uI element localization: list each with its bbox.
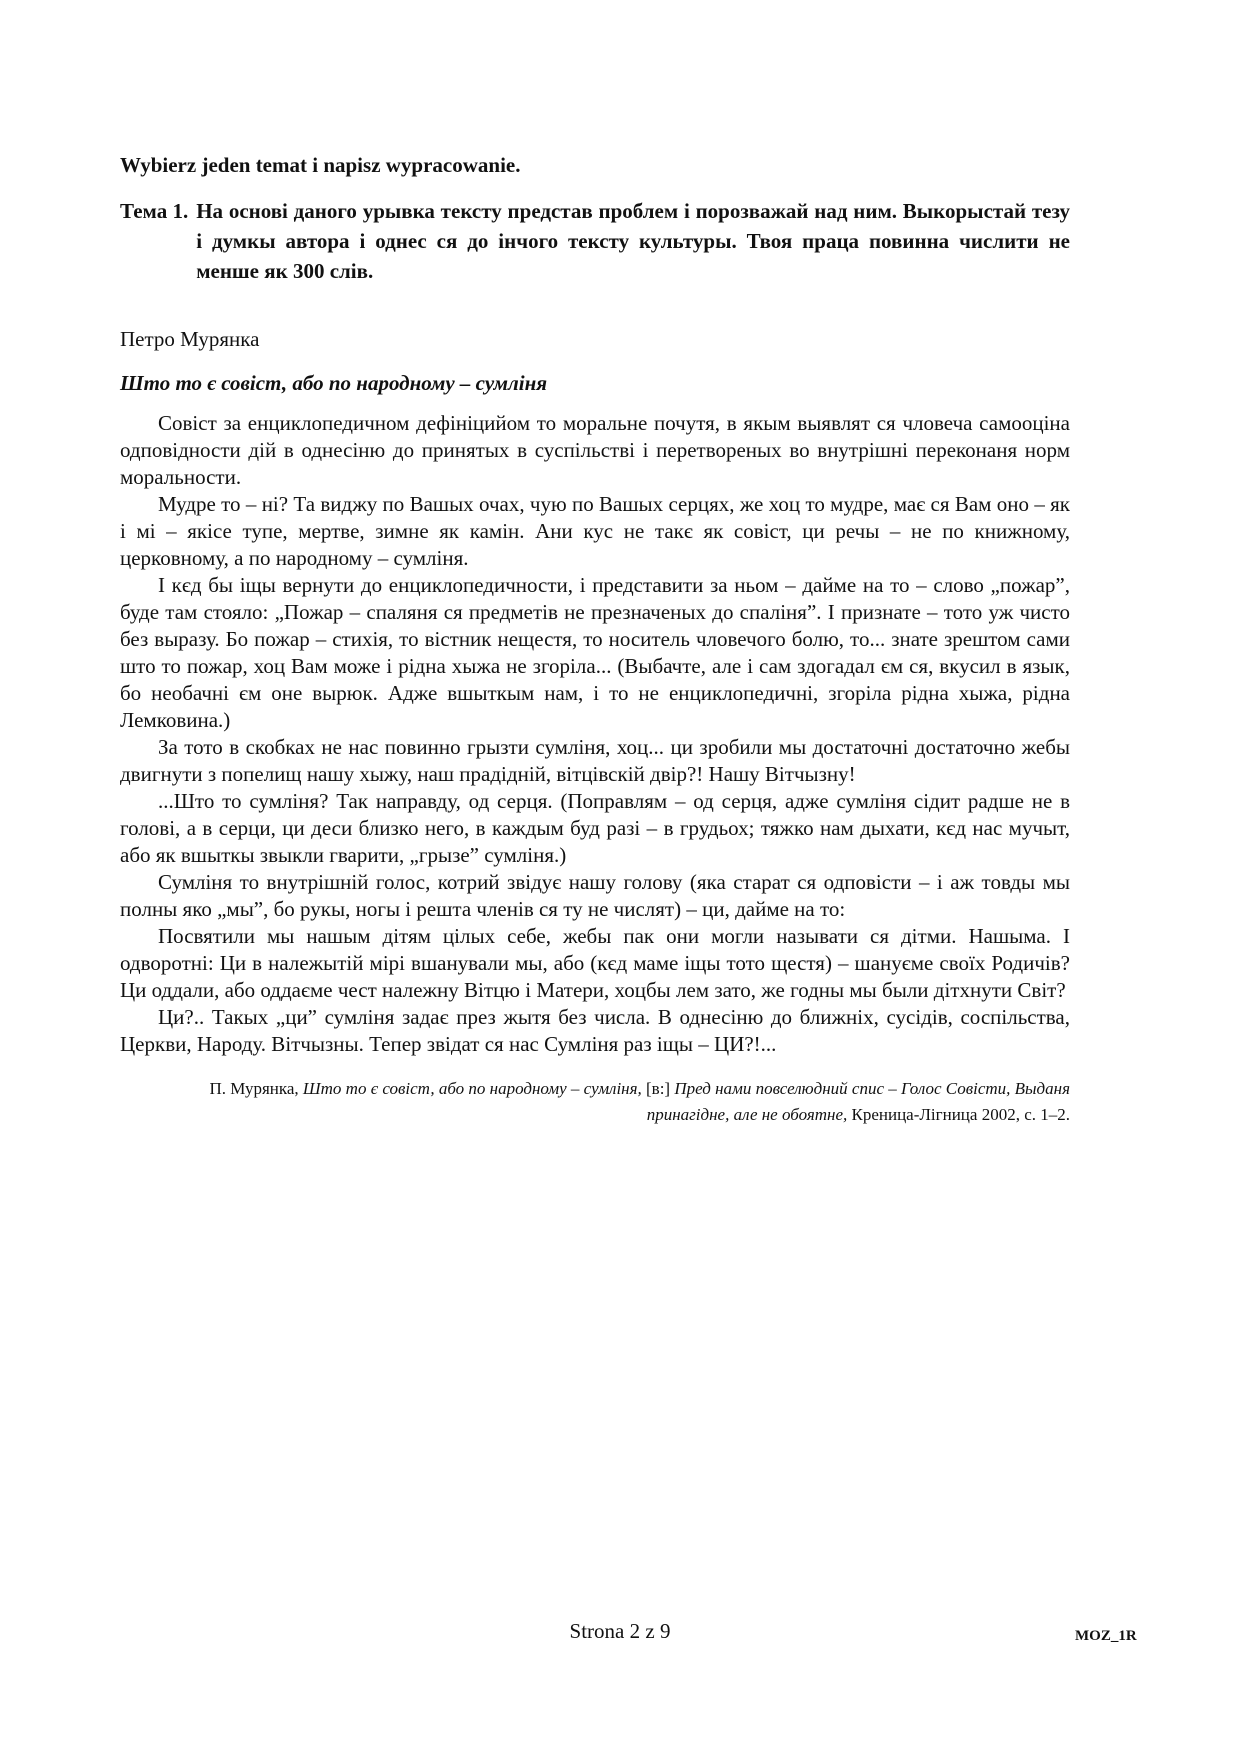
topic-text: На основі даного урывка тексту представ проблем і порозважай над ним. Выкорыстай тезу і думкы автора і однес ся до інчого тексту культуры. Твоя праца повинна числити не менше як 300 слів.	[196, 199, 1070, 283]
paragraph: І кєд бы іщы вернути до енциклопедичности, і представити за ньом – дайме на то – слово „пожар”, буде там стояло: „Пожар – спаляня ся предметів не презначеных до спаліня”. І признате – тото уж чисто без выразу. Бо пожар – стихія, то вістник нещестя, то носитель чловечого болю, то... знате зрештом сами што то пожар, хоц Вам може і рідна хыжа не згоріла... (Выбачте, але і сам здогадал єм ся, вкусил в язык, бо необачні єм оне вырюк. Адже вшыткым нам, і то не енциклопедичні, згоріла рідна хыжа, рідна Лемковина.)	[120, 573, 1070, 732]
source-place-date: Креница-Лігница 2002, с. 1–2.	[851, 1105, 1070, 1124]
exam-code: MOZ_1R	[1075, 1628, 1137, 1644]
topic-label: Тема 1.	[120, 199, 189, 223]
source-citation	[120, 1076, 1070, 1128]
source-work: Што то є совіст, або по народному – сумліня,	[302, 1079, 642, 1098]
instruction: Wybierz jeden temat i napisz wypracowanie.	[120, 153, 521, 177]
page-content	[120, 150, 1070, 1128]
paragraph: Совіст за енциклопедичном дефініцийом то моральне почутя, в якым выявлят ся чловеча самооціна одповідности дій в однесіню до принятых в суспільстві і перетвореных во внутрішні переконаня норм моральности.	[120, 411, 1070, 489]
source-collection: Пред нами повселюдний спис – Голос Совісти, Выданя принагідне, але не обоятне,	[646, 1079, 1070, 1124]
page-number: Strona 2 z 9	[569, 1619, 671, 1643]
source-in: [в:]	[646, 1079, 671, 1098]
paragraph: Сумліня то внутрішній голос, котрий звідує нашу голову (яка старат ся одповісти – і аж товды мы полны яко „мы”, бо рукы, ногы і решта членів ся ту не числят) – ци, дайме на то:	[120, 870, 1070, 921]
source-author: П. Мурянка,	[209, 1079, 299, 1098]
text-author: Петро Мурянка	[120, 327, 260, 351]
paragraph: Ци?.. Такых „ци” сумліня задає през жытя без числа. В однесіню до ближніх, сусідів, соспільства, Церкви, Народу. Вітчызны. Тепер звідат ся нас Сумліня раз іщы – ЦИ?!...	[120, 1005, 1070, 1056]
paragraph: За тото в скобках не нас повинно грызти сумліня, хоц... ци зробили мы достаточні достаточно жебы двигнути з попелищ нашу хыжу, наш прадідній, вітцівскій двір?! Нашу Вітчызну!	[120, 735, 1070, 786]
topic	[120, 196, 1070, 286]
paragraph: Посвятили мы нашым дітям цілых себе, жебы пак они могли называти ся дітми. Нашыма. І одворотні: Ци в належытій мірі вшанували мы, або (кєд маме іщы тото щестя) – шануєме своїх Родичів? Ци оддали, або оддаєме чест належну Вітцю і Матери, хоцбы лем зато, же годны мы были дітхнути Світ?	[120, 924, 1070, 1002]
text-title: Што то є совіст, або по народному – сумліня	[120, 371, 548, 395]
paragraph: ...Што то сумліня? Так направду, од серця. (Поправлям – од серця, адже сумліня сідит радше не в голові, а в серци, ци деси близко него, в каждым буд разі – в грудьох; тяжко нам дыхати, кєд нас мучыт, або як вшыткы звыкли гварити, „грызе” сумліня.)	[120, 789, 1070, 867]
paragraph: Мудре то – ні? Та виджу по Вашых очах, чую по Вашых серцях, же хоц то мудре, має ся Вам оно – як і мі – якісе тупе, мертве, зимне як камін. Ани кус не такє як совіст, ци речы – не по книжному, церковному, а по народному – сумліня.	[120, 492, 1070, 570]
